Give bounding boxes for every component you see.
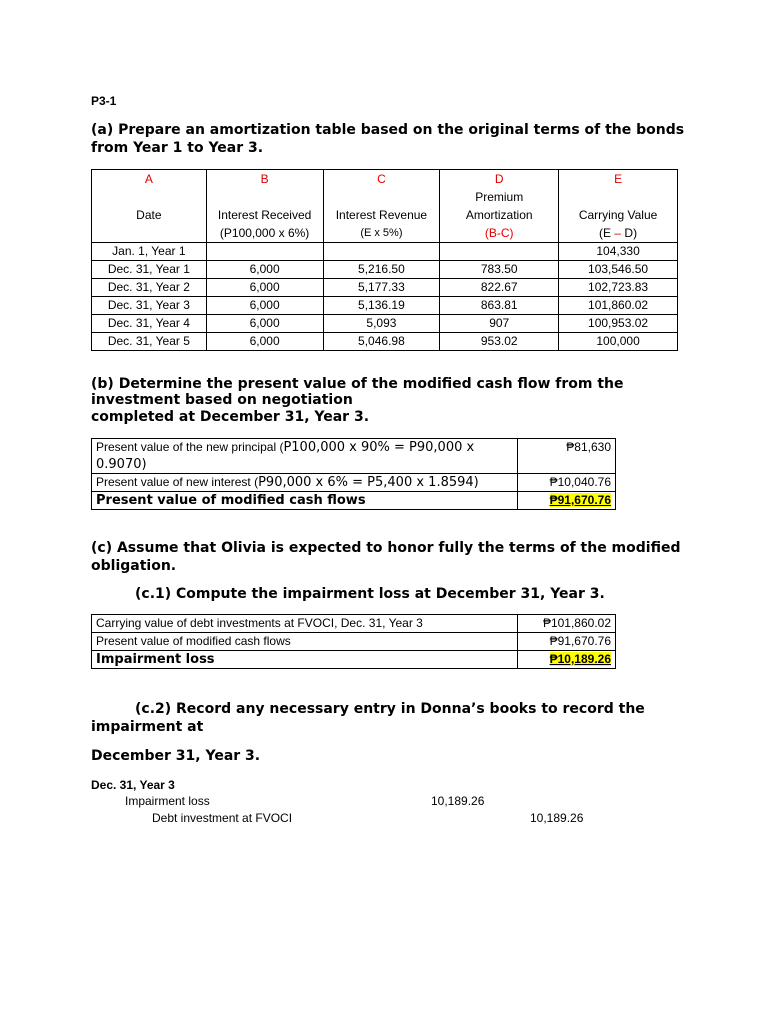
journal-debit-account: Impairment loss: [125, 794, 210, 808]
journal-debit-amount: 10,189.26: [431, 794, 485, 808]
table-cell: [440, 243, 559, 261]
table-cell: 103,546.50: [559, 261, 678, 279]
table-cell: 6,000: [206, 297, 323, 315]
formula-part: (E: [599, 226, 615, 240]
part-a-heading-2: from Year 1 to Year 3.: [91, 140, 264, 156]
part-b-heading-3: completed at December 31, Year 3.: [91, 409, 370, 425]
column-title: Amortization: [465, 208, 533, 222]
column-letter: C: [377, 172, 386, 186]
row-label: Present value of modified cash flows: [92, 633, 518, 651]
table-cell: 6,000: [206, 315, 323, 333]
highlighted-total: ₱10,189.26: [549, 652, 611, 666]
table-cell: 5,216.50: [323, 261, 440, 279]
row-label-formula: P100,000 x 90% = P90,000 x 0.9070): [96, 440, 475, 472]
column-letter: E: [614, 172, 623, 186]
impairment-table: [91, 614, 616, 669]
column-formula: (E x 5%): [360, 227, 403, 239]
row-label: Present value of new interest (: [96, 475, 259, 489]
present-value-table: [91, 438, 616, 510]
row-label: Present value of the new principal (: [96, 440, 284, 454]
table-cell: Dec. 31, Year 5: [92, 333, 207, 351]
formula-part: D): [621, 226, 638, 240]
row-value: ₱81,630: [518, 439, 616, 474]
part-c2-heading-1: (c.2) Record any necessary entry in Donna’s books to record the: [135, 701, 645, 717]
table-cell: 6,000: [206, 261, 323, 279]
part-c-heading-2: obligation.: [91, 558, 177, 574]
table-cell: 101,860.02: [559, 297, 678, 315]
table-cell: 5,177.33: [323, 279, 440, 297]
table-cell: 863.81: [440, 297, 559, 315]
table-cell: Dec. 31, Year 1: [92, 261, 207, 279]
column-formula: (B-C): [484, 226, 514, 240]
column-title: Date: [136, 208, 162, 222]
table-cell: Dec. 31, Year 2: [92, 279, 207, 297]
table-cell: 102,723.83: [559, 279, 678, 297]
part-c1-heading: (c.1) Compute the impairment loss at December 31, Year 3.: [135, 586, 605, 602]
table-cell: 5,046.98: [323, 333, 440, 351]
column-formula: [563, 224, 673, 242]
table-row: [92, 333, 678, 351]
part-b-heading-1: (b) Determine the present value of the modified cash flow from the: [91, 376, 624, 392]
table-cell: 822.67: [440, 279, 559, 297]
formula-operator: –: [614, 226, 622, 240]
highlighted-total: ₱91,670.76: [549, 493, 611, 507]
table-cell: 5,093: [323, 315, 440, 333]
table-cell: 100,000: [559, 333, 678, 351]
table-cell: 5,136.19: [323, 297, 440, 315]
table-cell: [323, 243, 440, 261]
problem-id: P3-1: [91, 94, 117, 108]
row-label-formula: P90,000 x 6% = P5,400 x 1.8594): [258, 475, 479, 490]
table-cell: 6,000: [206, 279, 323, 297]
journal-credit-amount: 10,189.26: [530, 811, 584, 825]
total-row: [92, 492, 616, 510]
part-b-heading-2: investment based on negotiation: [91, 392, 353, 408]
table-row: [92, 297, 678, 315]
table-row: [92, 439, 616, 474]
table-row: [92, 261, 678, 279]
journal-date: Dec. 31, Year 3: [91, 778, 175, 792]
journal-credit-account: Debt investment at FVOCI: [152, 811, 293, 825]
column-title: Interest Revenue: [335, 208, 428, 222]
row-label: Present value of modified cash flows: [92, 492, 518, 510]
row-label: Carrying value of debt investments at FVOCI, Dec. 31, Year 3: [92, 615, 518, 633]
column-title: Interest Received: [217, 208, 312, 222]
table-row: [92, 633, 616, 651]
table-cell: 104,330: [559, 243, 678, 261]
table-cell: 100,953.02: [559, 315, 678, 333]
table-header-row: [92, 170, 678, 243]
table-cell: 907: [440, 315, 559, 333]
amortization-table: [91, 169, 678, 351]
row-label: Impairment loss: [92, 651, 518, 669]
table-row: [92, 279, 678, 297]
table-cell: Dec. 31, Year 3: [92, 297, 207, 315]
table-cell: Dec. 31, Year 4: [92, 315, 207, 333]
table-cell: 783.50: [440, 261, 559, 279]
total-row: [92, 651, 616, 669]
table-row: [92, 243, 678, 261]
part-c2-heading-3: December 31, Year 3.: [91, 748, 261, 764]
table-cell: Jan. 1, Year 1: [92, 243, 207, 261]
row-value: ₱101,860.02: [518, 615, 616, 633]
table-cell: 953.02: [440, 333, 559, 351]
row-value: ₱10,040.76: [518, 474, 616, 492]
column-title: Carrying Value: [578, 208, 658, 222]
column-title-line1: Premium: [475, 190, 524, 204]
table-cell: [206, 243, 323, 261]
row-value: ₱91,670.76: [518, 633, 616, 651]
column-letter: D: [494, 172, 504, 186]
part-a-heading-1: (a) Prepare an amortization table based on the original terms of the bonds: [91, 122, 685, 138]
column-letter: B: [260, 172, 269, 186]
table-row: [92, 615, 616, 633]
column-letter: A: [144, 172, 153, 186]
table-row: [92, 315, 678, 333]
table-row: [92, 474, 616, 492]
part-c-heading-1: (c) Assume that Olivia is expected to honor fully the terms of the modified: [91, 540, 681, 556]
table-cell: 6,000: [206, 333, 323, 351]
column-formula: (P100,000 x 6%): [219, 226, 310, 240]
part-c2-heading-2: impairment at: [91, 719, 204, 735]
